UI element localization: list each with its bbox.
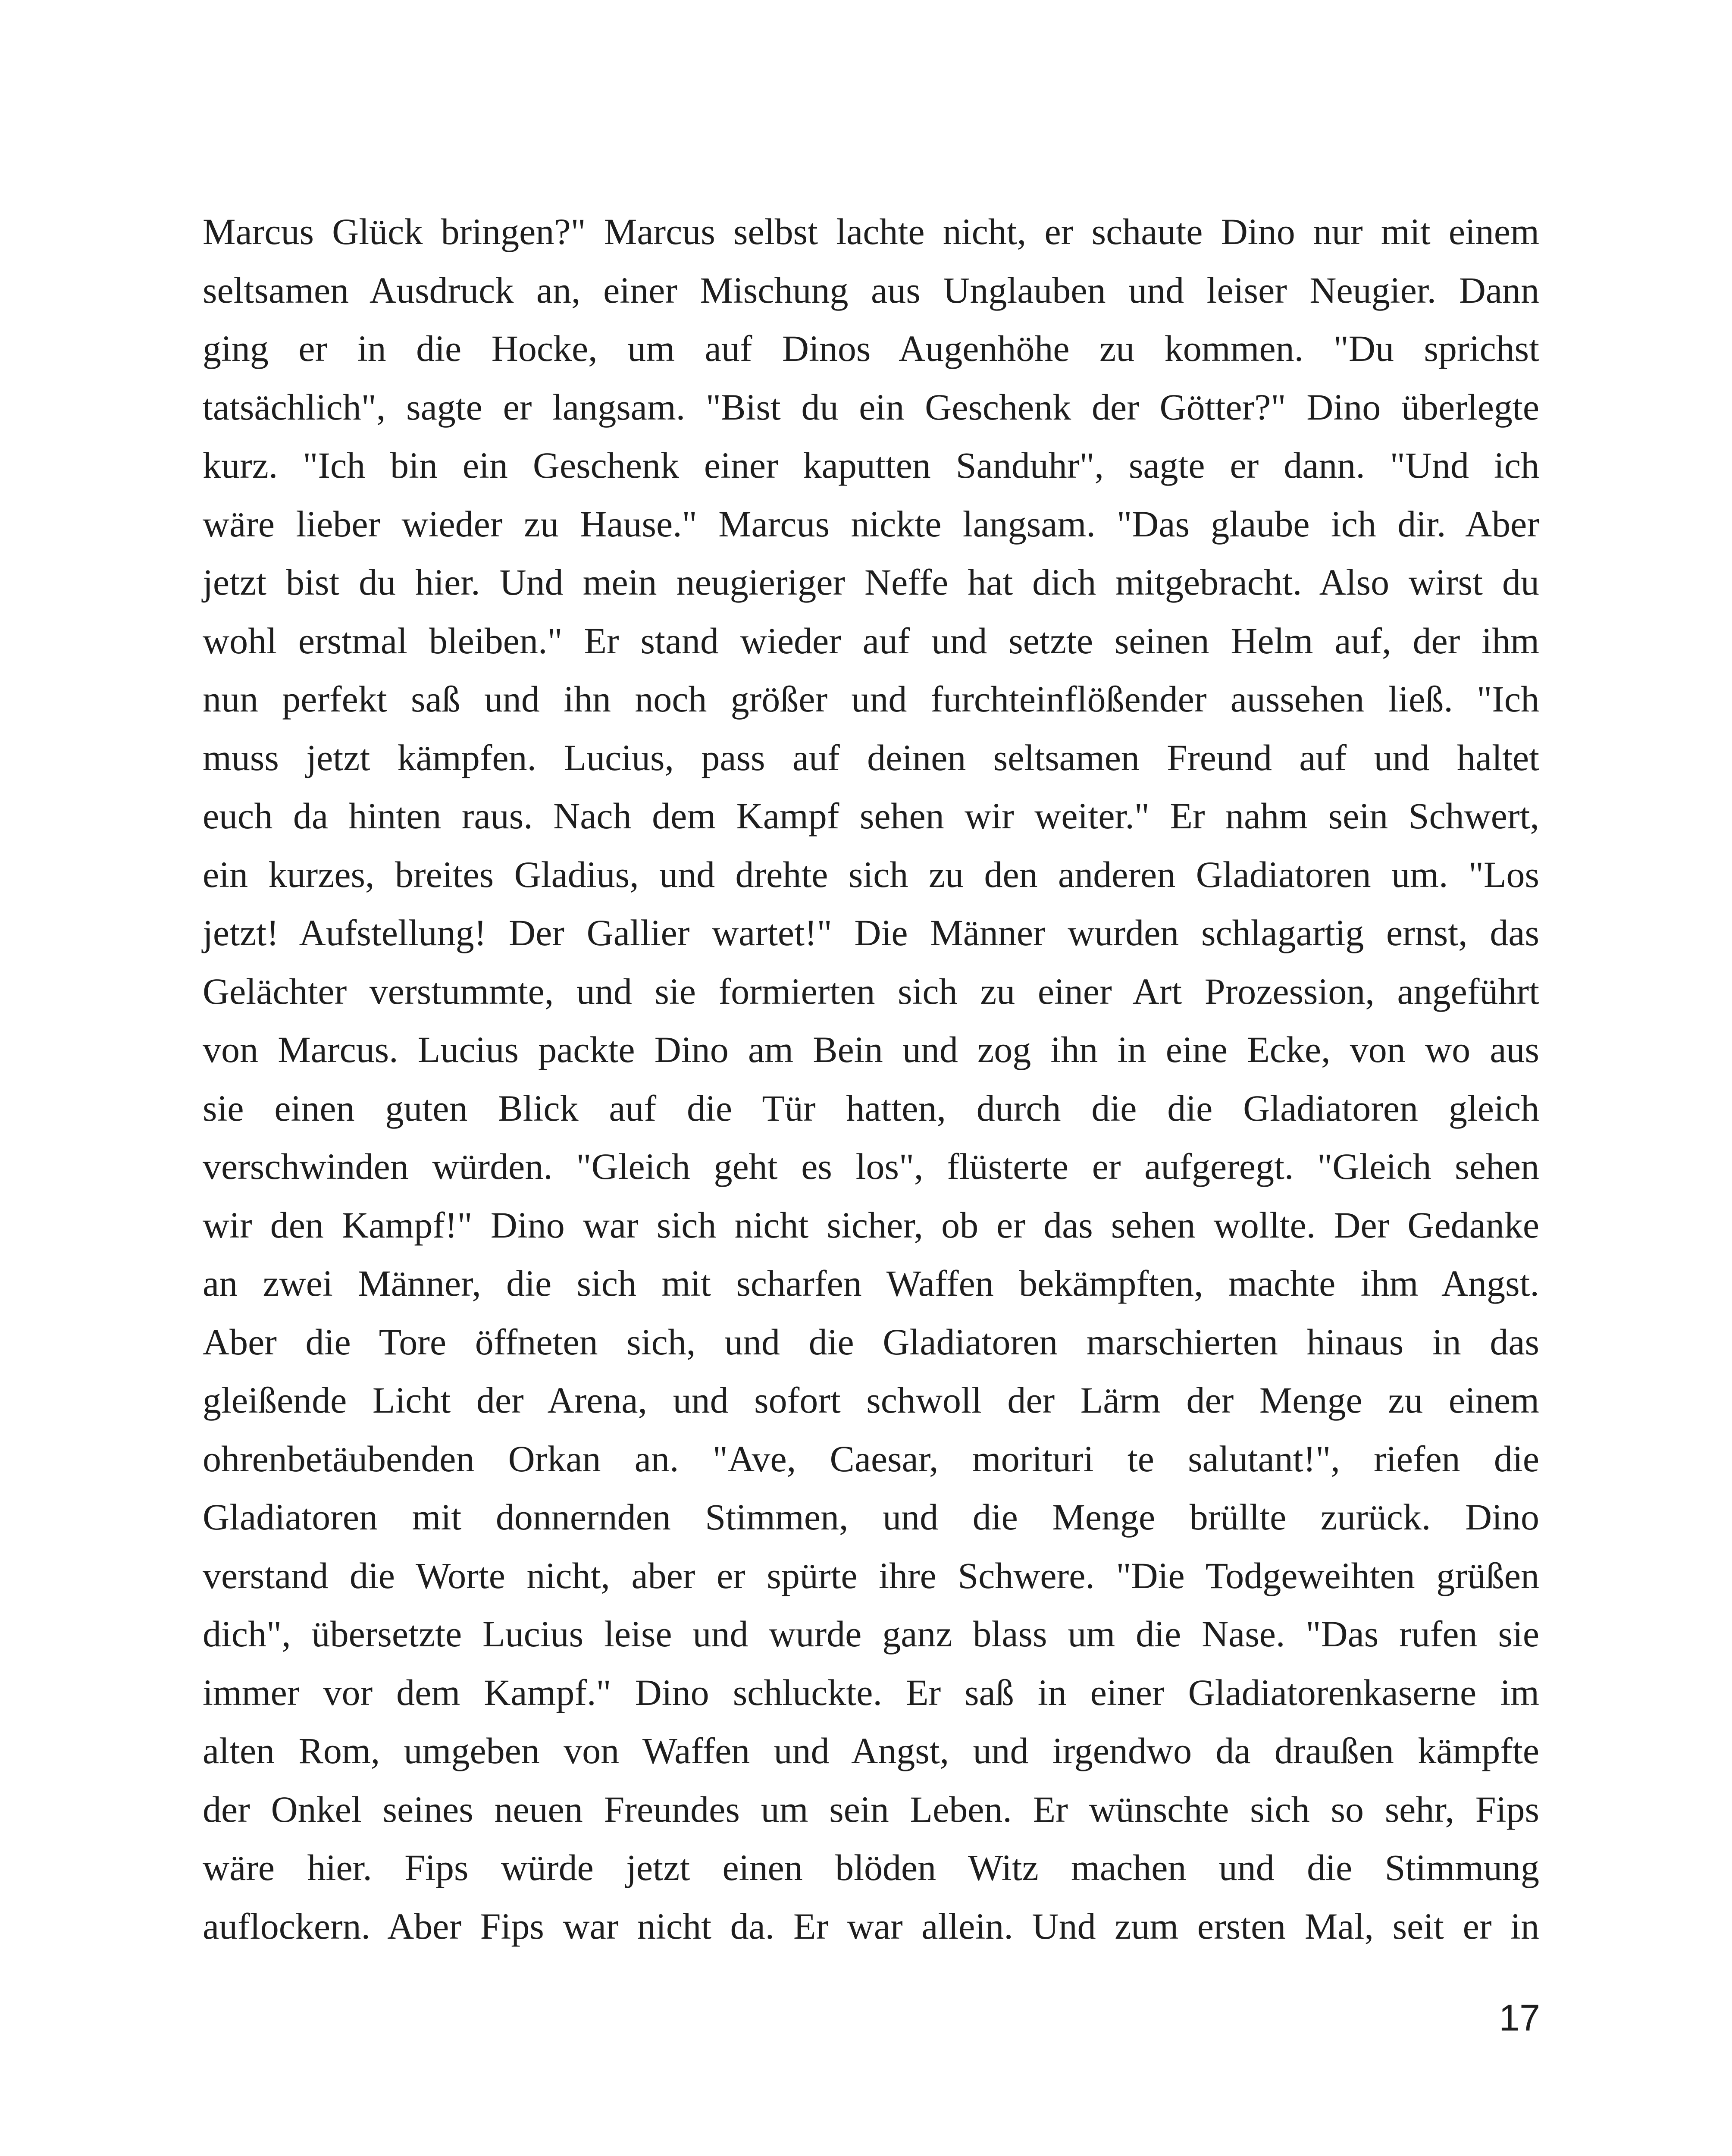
body-text bbox=[203, 203, 1539, 1955]
text-line: nun perfekt saß und ihn noch größer und furchteinflößender aussehen ließ. "Ich bbox=[203, 678, 1539, 720]
text-line: Marcus Glück bringen?" Marcus selbst lachte nicht, er schaute Dino nur mit einem bbox=[203, 211, 1539, 252]
text-line: kurz. "Ich bin ein Geschenk einer kaputten Sanduhr", sagte er dann. "Und ich bbox=[203, 445, 1539, 486]
text-line: wäre hier. Fips würde jetzt einen blöden Witz machen und die Stimmung bbox=[203, 1847, 1539, 1888]
text-line: wir den Kampf!" Dino war sich nicht sicher, ob er das sehen wollte. Der Gedanke bbox=[203, 1204, 1539, 1246]
text-line: muss jetzt kämpfen. Lucius, pass auf deinen seltsamen Freund auf und haltet bbox=[203, 736, 1539, 778]
text-line: tatsächlich", sagte er langsam. "Bist du ein Geschenk der Götter?" Dino überlegte bbox=[203, 386, 1539, 428]
text-line: ein kurzes, breites Gladius, und drehte sich zu den anderen Gladiatoren um. "Los bbox=[203, 853, 1539, 895]
text-line: jetzt bist du hier. Und mein neugieriger Neffe hat dich mitgebracht. Also wirst du bbox=[203, 561, 1539, 603]
text-line: gleißende Licht der Arena, und sofort schwoll der Lärm der Menge zu einem bbox=[203, 1379, 1539, 1421]
text-line: Aber die Tore öffneten sich, und die Gladiatoren marschierten hinaus in das bbox=[203, 1321, 1539, 1363]
text-line: wohl erstmal bleiben." Er stand wieder auf und setzte seinen Helm auf, der ihm bbox=[203, 620, 1539, 661]
text-line: Gelächter verstummte, und sie formierten sich zu einer Art Prozession, angeführt bbox=[203, 970, 1539, 1012]
text-line: seltsamen Ausdruck an, einer Mischung aus Unglauben und leiser Neugier. Dann bbox=[203, 269, 1539, 311]
page-number: 17 bbox=[1499, 1997, 1540, 2039]
text-line: ging er in die Hocke, um auf Dinos Augenhöhe zu kommen. "Du sprichst bbox=[203, 328, 1539, 369]
text-line: verschwinden würden. "Gleich geht es los", flüsterte er aufgeregt. "Gleich sehen bbox=[203, 1146, 1539, 1187]
text-line: der Onkel seines neuen Freundes um sein Leben. Er wünschte sich so sehr, Fips bbox=[203, 1788, 1539, 1830]
text-line: von Marcus. Lucius packte Dino am Bein und zog ihn in eine Ecke, von wo aus bbox=[203, 1029, 1539, 1070]
text-line: ohrenbetäubenden Orkan an. "Ave, Caesar, morituri te salutant!", riefen die bbox=[203, 1438, 1539, 1479]
text-line: jetzt! Aufstellung! Der Gallier wartet!" Die Männer wurden schlagartig ernst, das bbox=[203, 912, 1539, 953]
text-line: an zwei Männer, die sich mit scharfen Waffen bekämpften, machte ihm Angst. bbox=[203, 1263, 1539, 1304]
text-line: euch da hinten raus. Nach dem Kampf sehen wir weiter." Er nahm sein Schwert, bbox=[203, 795, 1539, 837]
text-line: alten Rom, umgeben von Waffen und Angst, und irgendwo da draußen kämpfte bbox=[203, 1730, 1539, 1771]
text-line: sie einen guten Blick auf die Tür hatten, durch die die Gladiatoren gleich bbox=[203, 1087, 1539, 1129]
text-line: immer vor dem Kampf." Dino schluckte. Er saß in einer Gladiatorenkaserne im bbox=[203, 1671, 1539, 1713]
text-line: wäre lieber wieder zu Hause." Marcus nickte langsam. "Das glaube ich dir. Aber bbox=[203, 503, 1539, 545]
text-line: verstand die Worte nicht, aber er spürte ihre Schwere. "Die Todgeweihten grüßen bbox=[203, 1554, 1539, 1596]
text-line: Gladiatoren mit donnernden Stimmen, und die Menge brüllte zurück. Dino bbox=[203, 1496, 1539, 1538]
text-line: dich", übersetzte Lucius leise und wurde ganz blass um die Nase. "Das rufen sie bbox=[203, 1613, 1539, 1655]
text-line: auflockern. Aber Fips war nicht da. Er war allein. Und zum ersten Mal, seit er in bbox=[203, 1905, 1539, 1947]
